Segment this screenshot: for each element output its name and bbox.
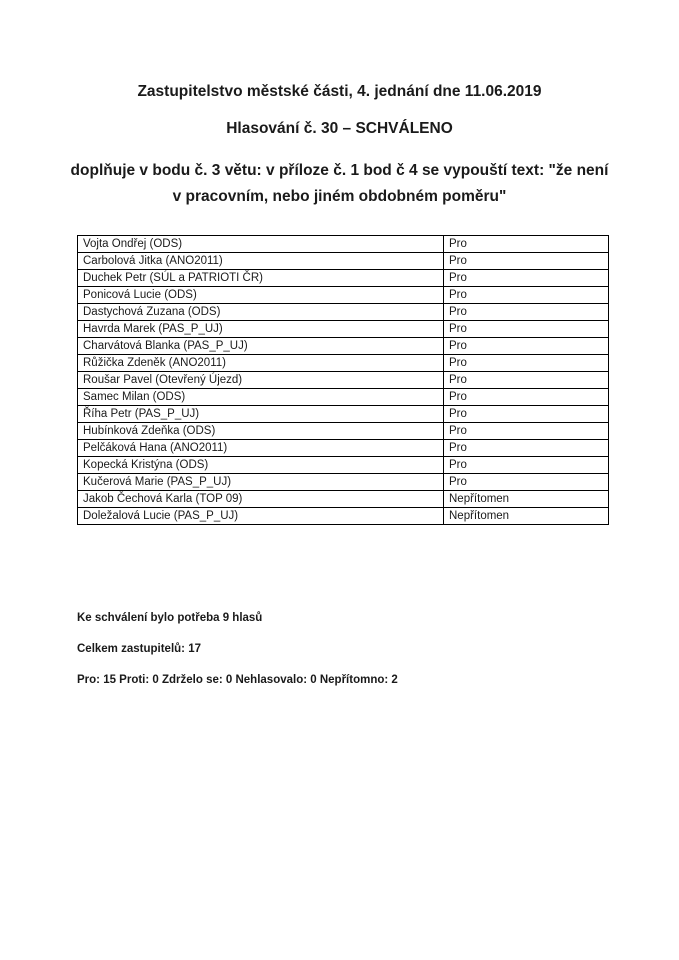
vote-cell: Pro xyxy=(444,406,609,423)
table-row xyxy=(78,270,609,287)
member-name-cell: Růžička Zdeněk (ANO2011) xyxy=(78,355,444,372)
vote-cell: Pro xyxy=(444,287,609,304)
vote-cell: Nepřítomen xyxy=(444,508,609,525)
table-row xyxy=(78,321,609,338)
member-name-cell: Ponicová Lucie (ODS) xyxy=(78,287,444,304)
vote-cell: Pro xyxy=(444,355,609,372)
table-row xyxy=(78,287,609,304)
table-row xyxy=(78,253,609,270)
member-name-cell: Hubínková Zdeňka (ODS) xyxy=(78,423,444,440)
member-name-cell: Charvátová Blanka (PAS_P_UJ) xyxy=(78,338,444,355)
table-row xyxy=(78,338,609,355)
table-row xyxy=(78,474,609,491)
voting-table xyxy=(77,235,609,525)
table-row xyxy=(78,372,609,389)
vote-cell: Pro xyxy=(444,253,609,270)
vote-cell: Pro xyxy=(444,457,609,474)
table-row xyxy=(78,423,609,440)
meeting-title: Zastupitelstvo městské části, 4. jednání dne 11.06.2019 xyxy=(137,83,542,100)
table-row xyxy=(78,389,609,406)
member-name-cell: Havrda Marek (PAS_P_UJ) xyxy=(78,321,444,338)
table-row xyxy=(78,440,609,457)
document-header xyxy=(0,0,679,210)
vote-number-result: Hlasování č. 30 – SCHVÁLENO xyxy=(226,120,453,137)
vote-cell: Pro xyxy=(444,474,609,491)
member-name-cell: Kučerová Marie (PAS_P_UJ) xyxy=(78,474,444,491)
table-row xyxy=(78,491,609,508)
table-row xyxy=(78,508,609,525)
table-row xyxy=(78,457,609,474)
member-name-cell: Duchek Petr (SÚL a PATRIOTI ČR) xyxy=(78,270,444,287)
member-name-cell: Kopecká Kristýna (ODS) xyxy=(78,457,444,474)
table-row xyxy=(78,236,609,253)
table-row xyxy=(78,355,609,372)
vote-cell: Pro xyxy=(444,236,609,253)
member-name-cell: Carbolová Jitka (ANO2011) xyxy=(78,253,444,270)
vote-cell: Nepřítomen xyxy=(444,491,609,508)
member-name-cell: Samec Milan (ODS) xyxy=(78,389,444,406)
member-name-cell: Roušar Pavel (Otevřený Újezd) xyxy=(78,372,444,389)
table-row xyxy=(78,406,609,423)
vote-cell: Pro xyxy=(444,321,609,338)
motion-description: doplňuje v bodu č. 3 větu: v příloze č. 1 bod č 4 se vypouští text: "že není v pracovním, nebo jiném obdobném poměru" xyxy=(70,162,609,205)
member-name-cell: Jakob Čechová Karla (TOP 09) xyxy=(78,491,444,508)
member-name-cell: Doležalová Lucie (PAS_P_UJ) xyxy=(78,508,444,525)
member-name-cell: Pelčáková Hana (ANO2011) xyxy=(78,440,444,457)
member-name-cell: Vojta Ondřej (ODS) xyxy=(78,236,444,253)
member-name-cell: Dastychová Zuzana (ODS) xyxy=(78,304,444,321)
vote-cell: Pro xyxy=(444,389,609,406)
required-votes-line: Ke schválení bylo potřeba 9 hlasů xyxy=(77,612,263,624)
total-members-line: Celkem zastupitelů: 17 xyxy=(77,643,201,655)
vote-cell: Pro xyxy=(444,304,609,321)
member-name-cell: Říha Petr (PAS_P_UJ) xyxy=(78,406,444,423)
vote-cell: Pro xyxy=(444,270,609,287)
vote-cell: Pro xyxy=(444,423,609,440)
voting-table-body xyxy=(78,236,609,525)
vote-cell: Pro xyxy=(444,372,609,389)
vote-summary xyxy=(77,612,398,705)
table-row xyxy=(78,304,609,321)
vote-counts-line: Pro: 15 Proti: 0 Zdrželo se: 0 Nehlasovalo: 0 Nepřítomno: 2 xyxy=(77,674,398,686)
vote-cell: Pro xyxy=(444,440,609,457)
vote-cell: Pro xyxy=(444,338,609,355)
